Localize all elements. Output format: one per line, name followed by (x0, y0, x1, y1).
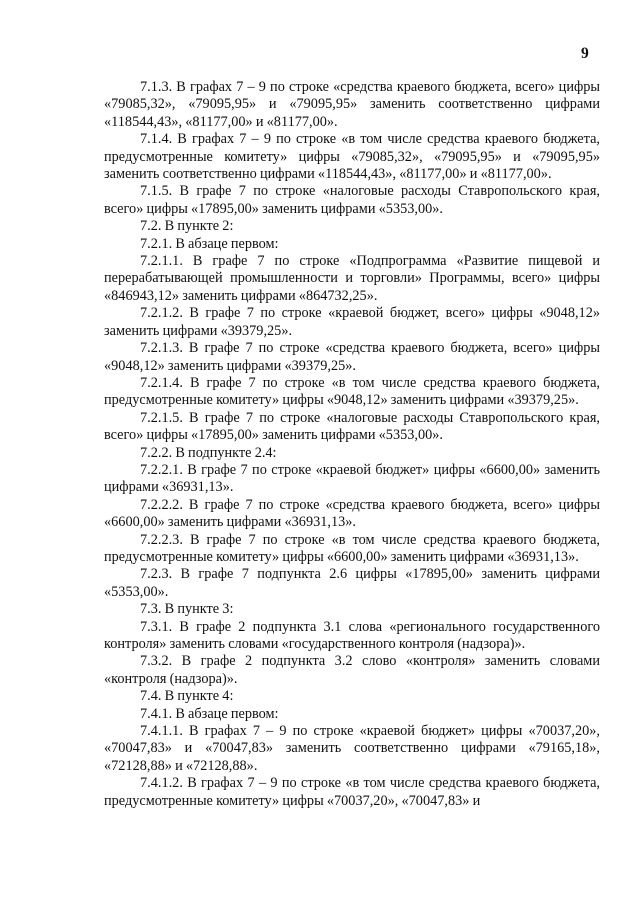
paragraph-7-2-1: 7.2.1. В абзаце первом: (140, 235, 279, 252)
paragraph-7-2-1-3: 7.2.1.3. В графе 7 по строке «средства краевого бюджета, всего» цифры «9048,12» заменить цифрами «39379,25». (104, 340, 600, 374)
paragraph-7-2-2-1: 7.2.2.1. В графе 7 по строке «краевой бюджет» цифры «6600,00» заменить цифрами «36931,13». (104, 461, 600, 496)
paragraph-7-1-3: 7.1.3. В графах 7 – 9 по строке «средства краевого бюджета, всего» цифры «79085,32», «79095,95» и «79095,95» заменить соответственно цифрами «118544,43», «81177,00» и «81177,00». (104, 79, 600, 130)
paragraph-7-2-2-2: 7.2.2.2. В графе 7 по строке «средства краевого бюджета, всего» цифры «6600,00» заменить цифрами «36931,13». (104, 496, 600, 531)
paragraph-7-2-1-4: 7.2.1.4. В графе 7 по строке «в том числе средства краевого бюджета, предусмотренные комитету» цифры «9048,12» заменить цифрами «39379,25». (104, 374, 600, 409)
paragraph-7-1-4: 7.1.4. В графах 7 – 9 по строке «в том числе средства краевого бюджета, предусмотренные комитету» цифры «79085,32», «79095,95» и «79095,95» заменить соответственно цифрами «118544,43», «81177,00» и «81177,00». (104, 131, 600, 183)
page-number: 9 (581, 45, 589, 62)
paragraph-7-2-2: 7.2.2. В подпункте 2.4: (140, 444, 277, 461)
paragraph-7-2-2-3: 7.2.2.3. В графе 7 по строке «в том числе средства краевого бюджета, предусмотренные комитету» цифры «6600,00» заменить цифрами «36931,13». (104, 531, 600, 565)
paragraph-7-4-1-1: 7.4.1.1. В графах 7 – 9 по строке «краевой бюджет» цифры «70037,20», «70047,83» и «70047,83» заменить соответственно цифрами «79165,18», «72128,88» и «72128,88». (104, 723, 600, 774)
paragraph-7-2-1-2: 7.2.1.2. В графе 7 по строке «краевой бюджет, всего» цифры «9048,12» заменить цифрами «39379,25». (104, 305, 600, 339)
paragraph-7-4-1-2: 7.4.1.2. В графах 7 – 9 по строке «в том числе средства краевого бюджета, предусмотренные комитету» цифры «70037,20», «70047,83» и (104, 775, 600, 809)
document-body (104, 79, 600, 810)
paragraph-7-4-1: 7.4.1. В абзаце первом: (140, 705, 279, 722)
paragraph-7-2: 7.2. В пункте 2: (140, 218, 234, 235)
paragraph-7-4: 7.4. В пункте 4: (140, 688, 234, 705)
paragraph-7-3-1: 7.3.1. В графе 2 подпункта 3.1 слова «регионального государственного контроля» заменить словами «государственного контроля (надзора)». (104, 618, 600, 652)
paragraph-7-2-1-1: 7.2.1.1. В графе 7 по строке «Подпрограмма «Развитие пищевой и перерабатывающей промышленности и торговли» Программы, всего» цифры «846943,12» заменить цифрами «864732,25». (104, 253, 600, 304)
paragraph-7-3-2: 7.3.2. В графе 2 подпункта 3.2 слово «контроля» заменить словами «контроля (надзора)». (104, 653, 600, 687)
paragraph-7-3: 7.3. В пункте 3: (140, 601, 234, 618)
paragraph-7-1-5: 7.1.5. В графе 7 по строке «налоговые расходы Ставропольского края, всего» цифры «17895,00» заменить цифрами «5353,00». (104, 183, 600, 217)
paragraph-7-2-1-5: 7.2.1.5. В графе 7 по строке «налоговые расходы Ставропольского края, всего» цифры «17895,00» заменить цифрами «5353,00». (104, 409, 600, 444)
paragraph-7-2-3: 7.2.3. В графе 7 подпункта 2.6 цифры «17895,00» заменить цифрами «5353,00». (104, 566, 600, 600)
